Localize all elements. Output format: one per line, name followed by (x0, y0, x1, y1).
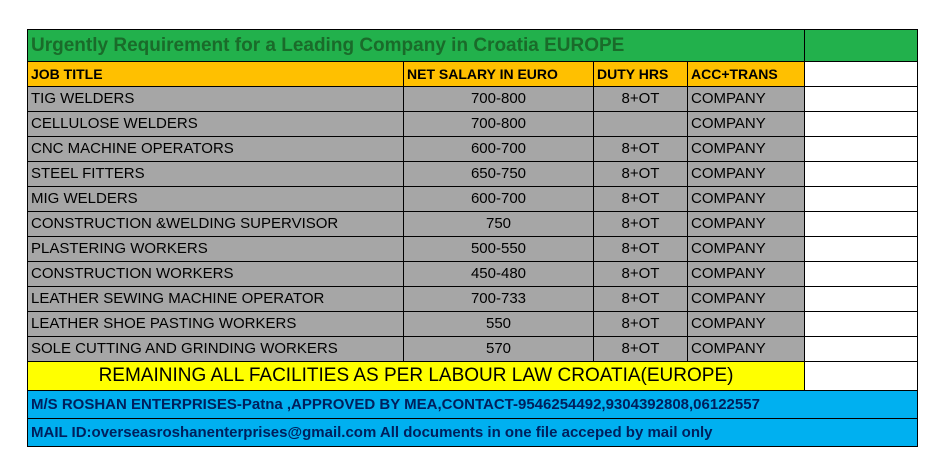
table-body (28, 87, 918, 362)
duty-hrs-cell[interactable]: 8+OT (594, 337, 688, 362)
extra-cell[interactable] (805, 337, 918, 362)
acc-trans-cell[interactable]: COMPANY (688, 312, 805, 337)
sheet-title[interactable]: Urgently Requirement for a Leading Company in Croatia EUROPE (28, 30, 805, 62)
acc-trans-cell[interactable]: COMPANY (688, 87, 805, 112)
duty-hrs-cell[interactable]: 8+OT (594, 87, 688, 112)
salary-cell[interactable]: 750 (404, 212, 594, 237)
salary-cell[interactable]: 500-550 (404, 237, 594, 262)
job-table (27, 29, 918, 447)
duty-hrs-cell[interactable]: 8+OT (594, 312, 688, 337)
extra-cell[interactable] (805, 112, 918, 137)
extra-cell[interactable] (805, 237, 918, 262)
mail-info[interactable]: MAIL ID:overseasroshanenterprises@gmail.com All documents in one file acceped by mail only (28, 419, 918, 447)
acc-trans-cell[interactable]: COMPANY (688, 287, 805, 312)
salary-cell[interactable]: 650-750 (404, 162, 594, 187)
salary-cell[interactable]: 570 (404, 337, 594, 362)
facilities-extra-cell[interactable] (805, 362, 918, 391)
job-title-cell[interactable]: CNC MACHINE OPERATORS (28, 137, 404, 162)
title-extra-cell[interactable] (805, 30, 918, 62)
salary-cell[interactable]: 600-700 (404, 187, 594, 212)
table-row (28, 262, 918, 287)
extra-cell[interactable] (805, 162, 918, 187)
job-title-cell[interactable]: STEEL FITTERS (28, 162, 404, 187)
contact-row (28, 391, 918, 419)
facilities-row (28, 362, 918, 391)
acc-trans-cell[interactable]: COMPANY (688, 212, 805, 237)
job-title-cell[interactable]: CONSTRUCTION &WELDING SUPERVISOR (28, 212, 404, 237)
header-net-salary[interactable]: NET SALARY IN EURO (404, 62, 594, 87)
table-row (28, 187, 918, 212)
table-row (28, 87, 918, 112)
job-title-cell[interactable]: PLASTERING WORKERS (28, 237, 404, 262)
extra-cell[interactable] (805, 262, 918, 287)
job-title-cell[interactable]: CONSTRUCTION WORKERS (28, 262, 404, 287)
extra-cell[interactable] (805, 187, 918, 212)
job-title-cell[interactable]: LEATHER SEWING MACHINE OPERATOR (28, 287, 404, 312)
acc-trans-cell[interactable]: COMPANY (688, 337, 805, 362)
duty-hrs-cell[interactable]: 8+OT (594, 212, 688, 237)
duty-hrs-cell[interactable]: 8+OT (594, 162, 688, 187)
header-acc-trans[interactable]: ACC+TRANS (688, 62, 805, 87)
mail-row (28, 419, 918, 447)
salary-cell[interactable]: 600-700 (404, 137, 594, 162)
table-row (28, 287, 918, 312)
acc-trans-cell[interactable]: COMPANY (688, 262, 805, 287)
job-title-cell[interactable]: LEATHER SHOE PASTING WORKERS (28, 312, 404, 337)
acc-trans-cell[interactable]: COMPANY (688, 237, 805, 262)
salary-cell[interactable]: 450-480 (404, 262, 594, 287)
duty-hrs-cell[interactable]: 8+OT (594, 262, 688, 287)
acc-trans-cell[interactable]: COMPANY (688, 137, 805, 162)
acc-trans-cell[interactable]: COMPANY (688, 162, 805, 187)
duty-hrs-cell[interactable]: 8+OT (594, 137, 688, 162)
duty-hrs-cell[interactable]: 8+OT (594, 287, 688, 312)
salary-cell[interactable]: 700-800 (404, 112, 594, 137)
extra-cell[interactable] (805, 137, 918, 162)
extra-cell[interactable] (805, 87, 918, 112)
extra-cell[interactable] (805, 287, 918, 312)
table-row (28, 162, 918, 187)
header-duty-hrs[interactable]: DUTY HRS (594, 62, 688, 87)
table-row (28, 337, 918, 362)
table-row (28, 212, 918, 237)
duty-hrs-cell[interactable] (594, 112, 688, 137)
header-extra-cell[interactable] (805, 62, 918, 87)
salary-cell[interactable]: 700-733 (404, 287, 594, 312)
acc-trans-cell[interactable]: COMPANY (688, 187, 805, 212)
salary-cell[interactable]: 550 (404, 312, 594, 337)
salary-cell[interactable]: 700-800 (404, 87, 594, 112)
facilities-note[interactable]: REMAINING ALL FACILITIES AS PER LABOUR LAW CROATIA(EUROPE) (28, 362, 805, 391)
job-title-cell[interactable]: MIG WELDERS (28, 187, 404, 212)
job-title-cell[interactable]: TIG WELDERS (28, 87, 404, 112)
table-row (28, 312, 918, 337)
table-row (28, 237, 918, 262)
duty-hrs-cell[interactable]: 8+OT (594, 237, 688, 262)
title-row (28, 30, 918, 62)
extra-cell[interactable] (805, 212, 918, 237)
acc-trans-cell[interactable]: COMPANY (688, 112, 805, 137)
contact-info[interactable]: M/S ROSHAN ENTERPRISES-Patna ,APPROVED BY MEA,CONTACT-9546254492,9304392808,06122557 (28, 391, 918, 419)
spreadsheet (27, 29, 917, 447)
table-row (28, 137, 918, 162)
header-job-title[interactable]: JOB TITLE (28, 62, 404, 87)
extra-cell[interactable] (805, 312, 918, 337)
job-title-cell[interactable]: SOLE CUTTING AND GRINDING WORKERS (28, 337, 404, 362)
header-row (28, 62, 918, 87)
duty-hrs-cell[interactable]: 8+OT (594, 187, 688, 212)
table-row (28, 112, 918, 137)
job-title-cell[interactable]: CELLULOSE WELDERS (28, 112, 404, 137)
